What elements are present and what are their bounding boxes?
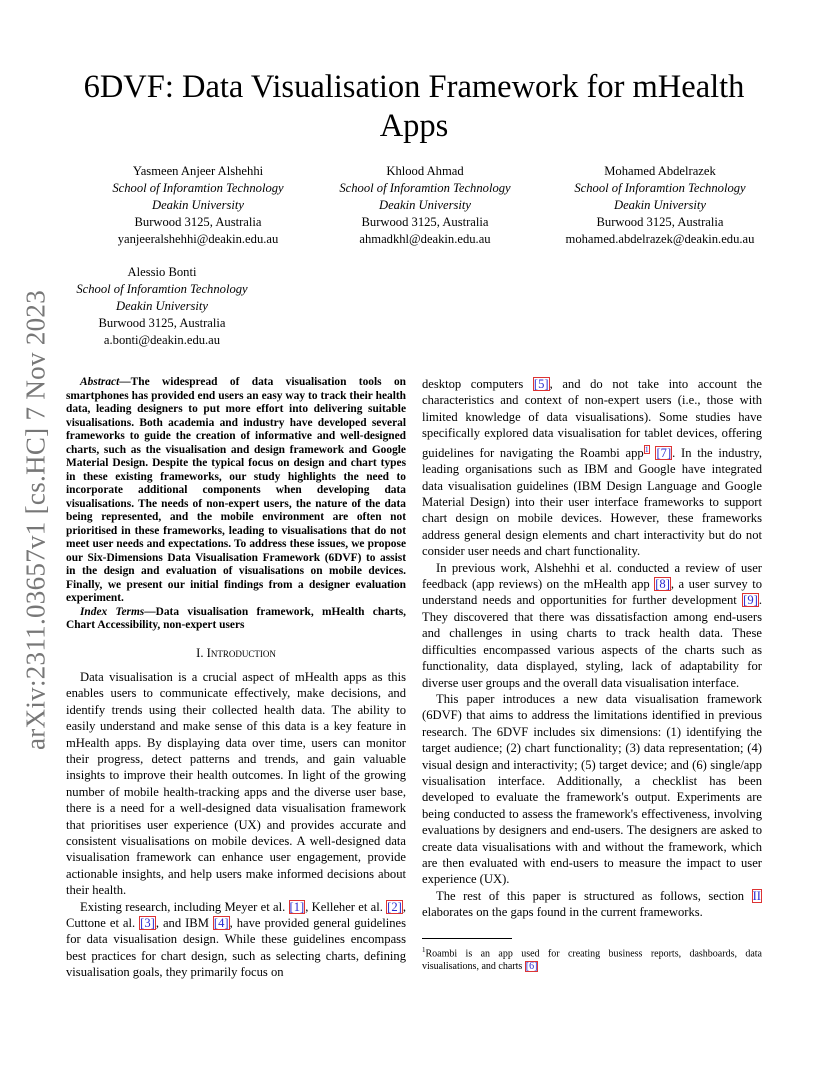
text-span: . They discovered that there was dissatisfaction among end-users and challenges in using charts to track health data. These difficulties encompassed various aspects of the charts such as functionality, data displayed, styling, lack of adaptability for diverse user groups and the overall data visualisation interface. — [422, 593, 762, 690]
author-block-2 — [305, 163, 545, 248]
abstract-label: Abstract — [80, 376, 120, 388]
intro-paragraph-2 — [66, 899, 406, 981]
left-column — [66, 376, 406, 981]
author-address: Burwood 3125, Australia — [596, 215, 724, 229]
text-span: , and do not take into account the characteristics and context of non-expert users (i.e., those with limited knowledge of data visualisations). Some studies have specifically explored data visualisation for tablet devices, offering guidelines for navigating the Roambi app — [422, 377, 763, 460]
citation-link[interactable]: [7] — [656, 445, 672, 460]
abstract — [66, 376, 406, 606]
author-email: mohamed.abdelrazek@deakin.edu.au — [565, 232, 755, 246]
text-span: , a user survey to understand needs and opportunities for further development — [422, 577, 762, 608]
text-span: , have provided general guidelines for data visualisation design. While these guidelines encompass best practices for chart design, such as selecting charts, defining visualisation goals, they primarily focus on — [66, 916, 406, 980]
author-university: Deakin University — [379, 198, 471, 212]
author-school: School of Inforamtion Technology — [574, 181, 746, 195]
index-terms-label: Index Terms — [80, 605, 145, 618]
author-name: Alessio Bonti — [127, 265, 197, 279]
author-name: Yasmeen Anjeer Alshehhi — [132, 164, 264, 178]
author-school: School of Inforamtion Technology — [76, 282, 248, 296]
arxiv-id-text: arXiv:2311.03657v1 [cs.HC] 7 Nov 2023 — [20, 289, 51, 751]
author-name: Mohamed Abdelrazek — [604, 164, 716, 178]
text-span: elaborates on the gaps found in the current frameworks. — [422, 905, 703, 920]
section-heading-introduction: I. Introduction — [196, 645, 276, 660]
index-terms-text: —Data visualisation framework, mHealth charts, Chart Accessibility, non-expert users — [66, 605, 406, 631]
paper-title: 6DVF: Data Visualisation Framework for mHealth Apps — [83, 69, 745, 144]
footnote — [422, 944, 762, 973]
footnote-link[interactable]: 1 — [644, 444, 649, 454]
author-email: yanjeeralshehhi@deakin.edu.au — [117, 232, 279, 246]
text-span: , Kelleher et al. — [305, 899, 387, 914]
right-column — [422, 376, 762, 921]
text-span: . In the industry, leading organisations such as IBM and Google have integrated data visualisation guidelines (IBM Design Language and Google Material Design) into their user interface frameworks to support chart design on mobile devices. However, these frameworks address general design elements and chart interactivity but do not consider user needs and chart functionality. — [422, 445, 762, 559]
intro-paragraph-1: Data visualisation is a crucial aspect of mHealth apps as this enables users to communicate effectively, make decisions, and identify trends using their collected health data. The ability to easily understand and make sense of this data is a key feature in mHealth apps. By displaying data over time, users can monitor their progress, detect patterns and trends, and gain valuable insights to improve their health outcomes. In light of the growing number of mobile health-tracking apps and the diverse user base, there is a need for a well-designed data visualisation framework that prioritises user experience (UX) and provides accurate and consistent visualisations on mobile devices. A well-designed data visualisation framework can enhance user engagement, provide actionable insights, and help users make informed decisions about their health. — [66, 669, 406, 898]
citation-link[interactable]: [5] — [533, 377, 549, 391]
citation-link[interactable]: [8] — [655, 577, 670, 592]
intro-paragraph-3 — [422, 376, 762, 560]
author-block-1 — [78, 163, 318, 248]
index-terms — [66, 606, 406, 633]
citation-link[interactable]: [1] — [289, 899, 305, 914]
footnote-divider — [422, 938, 512, 939]
author-name: Khlood Ahmad — [386, 164, 464, 178]
author-block-3 — [540, 163, 780, 248]
text-span: desktop computers — [422, 377, 533, 391]
footnote-text: Roambi is an app used for creating business reports, dashboards, data visualisations, and charts — [422, 948, 762, 973]
intro-paragraph-4 — [422, 560, 762, 691]
author-address: Burwood 3125, Australia — [134, 215, 262, 229]
citation-link[interactable]: [2] — [387, 899, 402, 914]
text-span: , and IBM — [155, 916, 213, 930]
author-university: Deakin University — [614, 198, 706, 212]
author-email: a.bonti@deakin.edu.au — [103, 333, 221, 347]
author-address: Burwood 3125, Australia — [361, 215, 489, 229]
citation-link[interactable]: [6] — [525, 961, 538, 973]
author-university: Deakin University — [116, 299, 208, 313]
footnote-mark: 1 — [422, 946, 426, 954]
author-email: ahmadkhl@deakin.edu.au — [359, 232, 491, 246]
author-school: School of Inforamtion Technology — [339, 181, 511, 195]
text-span: The rest of this paper is structured as follows, section — [436, 888, 752, 903]
text-span: Existing research, including Meyer et al. — [80, 899, 289, 914]
citation-link[interactable]: [9] — [743, 593, 758, 608]
section-link[interactable]: II — [752, 888, 761, 903]
author-block-4 — [42, 264, 282, 349]
author-school: School of Inforamtion Technology — [112, 181, 284, 195]
text-span: , Cuttone et al. — [66, 899, 407, 930]
intro-paragraph-6 — [422, 888, 762, 921]
citation-link[interactable]: [4] — [213, 916, 229, 930]
arxiv-sidebar-id — [10, 285, 62, 755]
abstract-text: —The widespread of data visualisation tools on smartphones has provided end users an easy way to track their health data, leading designers to put more effort into delivering suitable visualisations. Both academia and industry have developed several frameworks to guide the creation of informative and well-designed charts, such as the visualisation and design framework and Google Material Design. Despite the typical focus on design and chart types in these existing frameworks, our study highlights the need to incorporate additional components when developing data visualisations. The needs of non-expert users, the nature of the data being represented, and the mobile environment are often not prioritised in these frameworks, leading to visualisations that do not meet user needs and expectations. To address these issues, we propose our Six-Dimensions Data Visualisation Framework (6DVF) to assist in the design and evaluation of visualisations on mobile devices. Finally, we present our initial findings from a designer evaluation experiment. — [66, 376, 406, 604]
author-address: Burwood 3125, Australia — [98, 316, 226, 330]
author-university: Deakin University — [152, 198, 244, 212]
intro-paragraph-5: This paper introduces a new data visualisation framework (6DVF) that aims to address the limitations identified in previous research. The 6DVF includes six dimensions: (1) identifying the target audience; (2) chart functionality; (3) data representation; (4) visual design and interactivity; (5) target device; and (6) single/app visualisation interface. Additionally, a checklist has been developed to evaluate the framework's output. Experiments are being conducted to assess the framework's effectiveness, involving evaluations by designers and end-users. The designers are asked to create data visualisations with and without the framework, which are then evaluated with end-users to measure the impact to user experience (UX). — [422, 691, 762, 887]
citation-link[interactable]: [3] — [140, 916, 155, 930]
text-span: In previous work, Alshehhi et al. conducted a review of user feedback (app reviews) on the mHealth app — [422, 560, 762, 592]
